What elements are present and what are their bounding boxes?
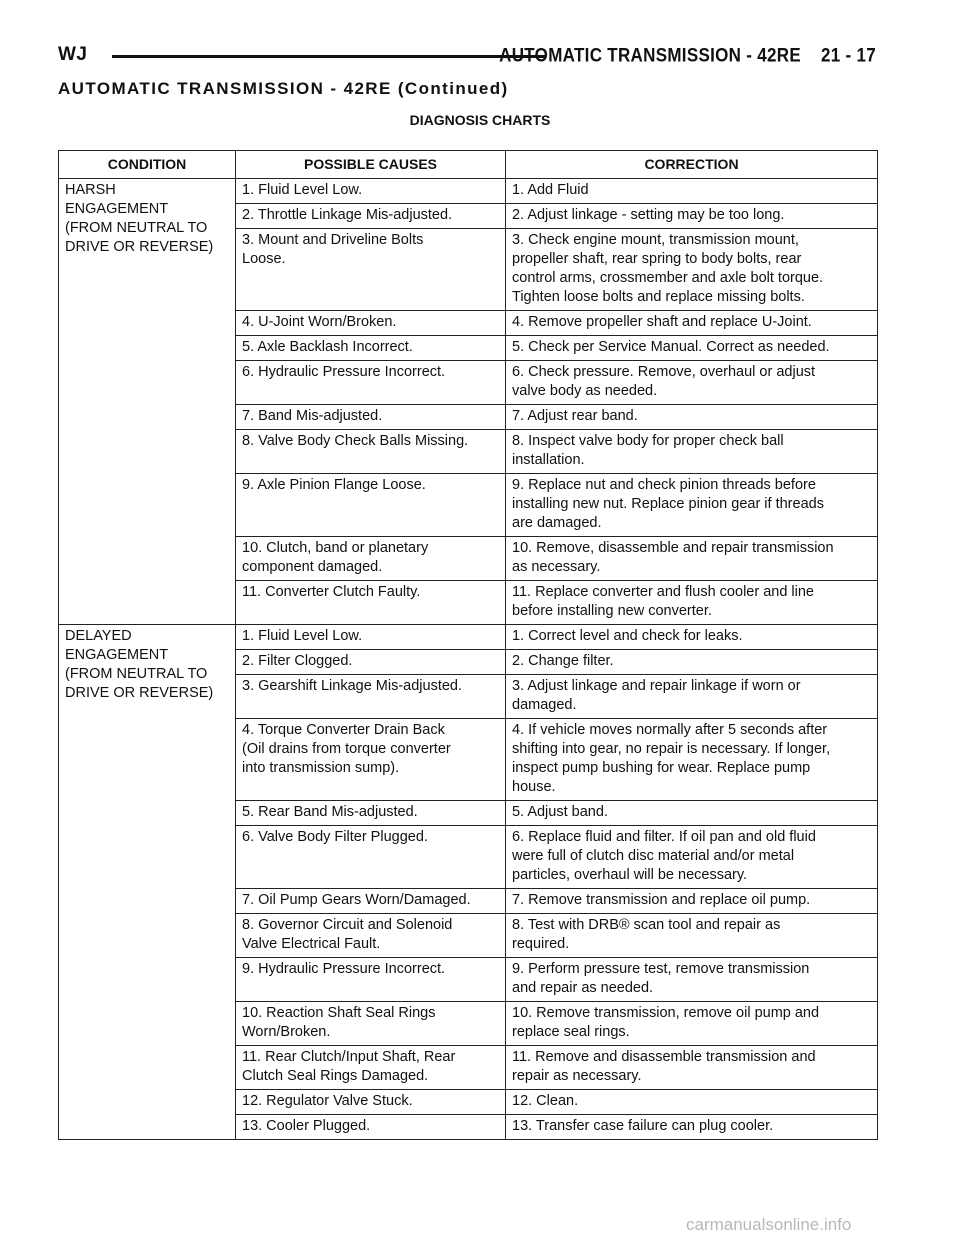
correction-cell: 3. Adjust linkage and repair linkage if worn or damaged.: [506, 675, 878, 719]
cause-cell: 1. Fluid Level Low.: [236, 179, 506, 204]
correction-cell: 5. Check per Service Manual. Correct as needed.: [506, 336, 878, 361]
correction-cell: 6. Check pressure. Remove, overhaul or adjust valve body as needed.: [506, 361, 878, 405]
cause-cell: 9. Hydraulic Pressure Incorrect.: [236, 958, 506, 1002]
cause-cell: 3. Gearshift Linkage Mis-adjusted.: [236, 675, 506, 719]
correction-cell: 4. Remove propeller shaft and replace U-Joint.: [506, 311, 878, 336]
correction-cell: 9. Perform pressure test, remove transmission and repair as needed.: [506, 958, 878, 1002]
cause-cell: 5. Axle Backlash Incorrect.: [236, 336, 506, 361]
correction-cell: 2. Adjust linkage - setting may be too long.: [506, 204, 878, 229]
table-header-row: [59, 151, 878, 179]
correction-cell: 13. Transfer case failure can plug cooler.: [506, 1115, 878, 1140]
section-title: AUTOMATIC TRANSMISSION - 42RE (Continued): [58, 79, 509, 98]
table-row: [59, 179, 878, 204]
cause-cell: 11. Rear Clutch/Input Shaft, Rear Clutch Seal Rings Damaged.: [236, 1046, 506, 1090]
header-right: [499, 44, 876, 67]
header-title: AUTOMATIC TRANSMISSION - 42RE: [499, 44, 801, 66]
cause-cell: 11. Converter Clutch Faulty.: [236, 581, 506, 625]
condition-cell: HARSH ENGAGEMENT (FROM NEUTRAL TO DRIVE OR REVERSE): [59, 179, 236, 625]
model-code: WJ: [58, 44, 88, 65]
condition-cell: DELAYED ENGAGEMENT (FROM NEUTRAL TO DRIVE OR REVERSE): [59, 625, 236, 1140]
cause-cell: 4. U-Joint Worn/Broken.: [236, 311, 506, 336]
cause-cell: 8. Governor Circuit and Solenoid Valve Electrical Fault.: [236, 914, 506, 958]
header-rule: [112, 55, 546, 58]
chart-title: DIAGNOSIS CHARTS: [409, 112, 551, 128]
correction-cell: 8. Test with DRB® scan tool and repair as required.: [506, 914, 878, 958]
cause-cell: 6. Hydraulic Pressure Incorrect.: [236, 361, 506, 405]
correction-cell: 12. Clean.: [506, 1090, 878, 1115]
correction-cell: 5. Adjust band.: [506, 801, 878, 826]
cause-cell: 6. Valve Body Filter Plugged.: [236, 826, 506, 889]
table-body: [59, 179, 878, 1140]
cause-cell: 5. Rear Band Mis-adjusted.: [236, 801, 506, 826]
correction-cell: 4. If vehicle moves normally after 5 seconds after shifting into gear, no repair is necessary. If longer, inspect pump bushing for wear. Replace pump house.: [506, 719, 878, 801]
watermark: carmanualsonline.info: [686, 1215, 852, 1234]
correction-cell: 6. Replace fluid and filter. If oil pan and old fluid were full of clutch disc material and/or metal particles, overhaul will be necessary.: [506, 826, 878, 889]
column-header-correction: CORRECTION: [506, 151, 878, 179]
correction-cell: 11. Remove and disassemble transmission and repair as necessary.: [506, 1046, 878, 1090]
cause-cell: 7. Oil Pump Gears Worn/Damaged.: [236, 889, 506, 914]
correction-cell: 11. Replace converter and flush cooler and line before installing new converter.: [506, 581, 878, 625]
correction-cell: 7. Remove transmission and replace oil pump.: [506, 889, 878, 914]
correction-cell: 3. Check engine mount, transmission mount, propeller shaft, rear spring to body bolts, rear control arms, crossmember and axle bolt torque. Tighten loose bolts and replace missing bolts.: [506, 229, 878, 311]
cause-cell: 9. Axle Pinion Flange Loose.: [236, 474, 506, 537]
cause-cell: 13. Cooler Plugged.: [236, 1115, 506, 1140]
correction-cell: 2. Change filter.: [506, 650, 878, 675]
page-header: [58, 44, 876, 72]
correction-cell: 7. Adjust rear band.: [506, 405, 878, 430]
cause-cell: 2. Throttle Linkage Mis-adjusted.: [236, 204, 506, 229]
correction-cell: 1. Correct level and check for leaks.: [506, 625, 878, 650]
column-header-causes: POSSIBLE CAUSES: [236, 151, 506, 179]
diagnosis-table: [58, 150, 878, 1140]
cause-cell: 3. Mount and Driveline Bolts Loose.: [236, 229, 506, 311]
cause-cell: 10. Clutch, band or planetary component damaged.: [236, 537, 506, 581]
correction-cell: 10. Remove transmission, remove oil pump and replace seal rings.: [506, 1002, 878, 1046]
cause-cell: 2. Filter Clogged.: [236, 650, 506, 675]
correction-cell: 8. Inspect valve body for proper check ball installation.: [506, 430, 878, 474]
cause-cell: 4. Torque Converter Drain Back (Oil drains from torque converter into transmission sump).: [236, 719, 506, 801]
cause-cell: 10. Reaction Shaft Seal Rings Worn/Broken.: [236, 1002, 506, 1046]
correction-cell: 1. Add Fluid: [506, 179, 878, 204]
table-row: [59, 625, 878, 650]
cause-cell: 1. Fluid Level Low.: [236, 625, 506, 650]
cause-cell: 12. Regulator Valve Stuck.: [236, 1090, 506, 1115]
column-header-condition: CONDITION: [59, 151, 236, 179]
cause-cell: 7. Band Mis-adjusted.: [236, 405, 506, 430]
cause-cell: 8. Valve Body Check Balls Missing.: [236, 430, 506, 474]
correction-cell: 10. Remove, disassemble and repair transmission as necessary.: [506, 537, 878, 581]
correction-cell: 9. Replace nut and check pinion threads before installing new nut. Replace pinion gear if threads are damaged.: [506, 474, 878, 537]
page-number: 21 - 17: [820, 44, 876, 66]
